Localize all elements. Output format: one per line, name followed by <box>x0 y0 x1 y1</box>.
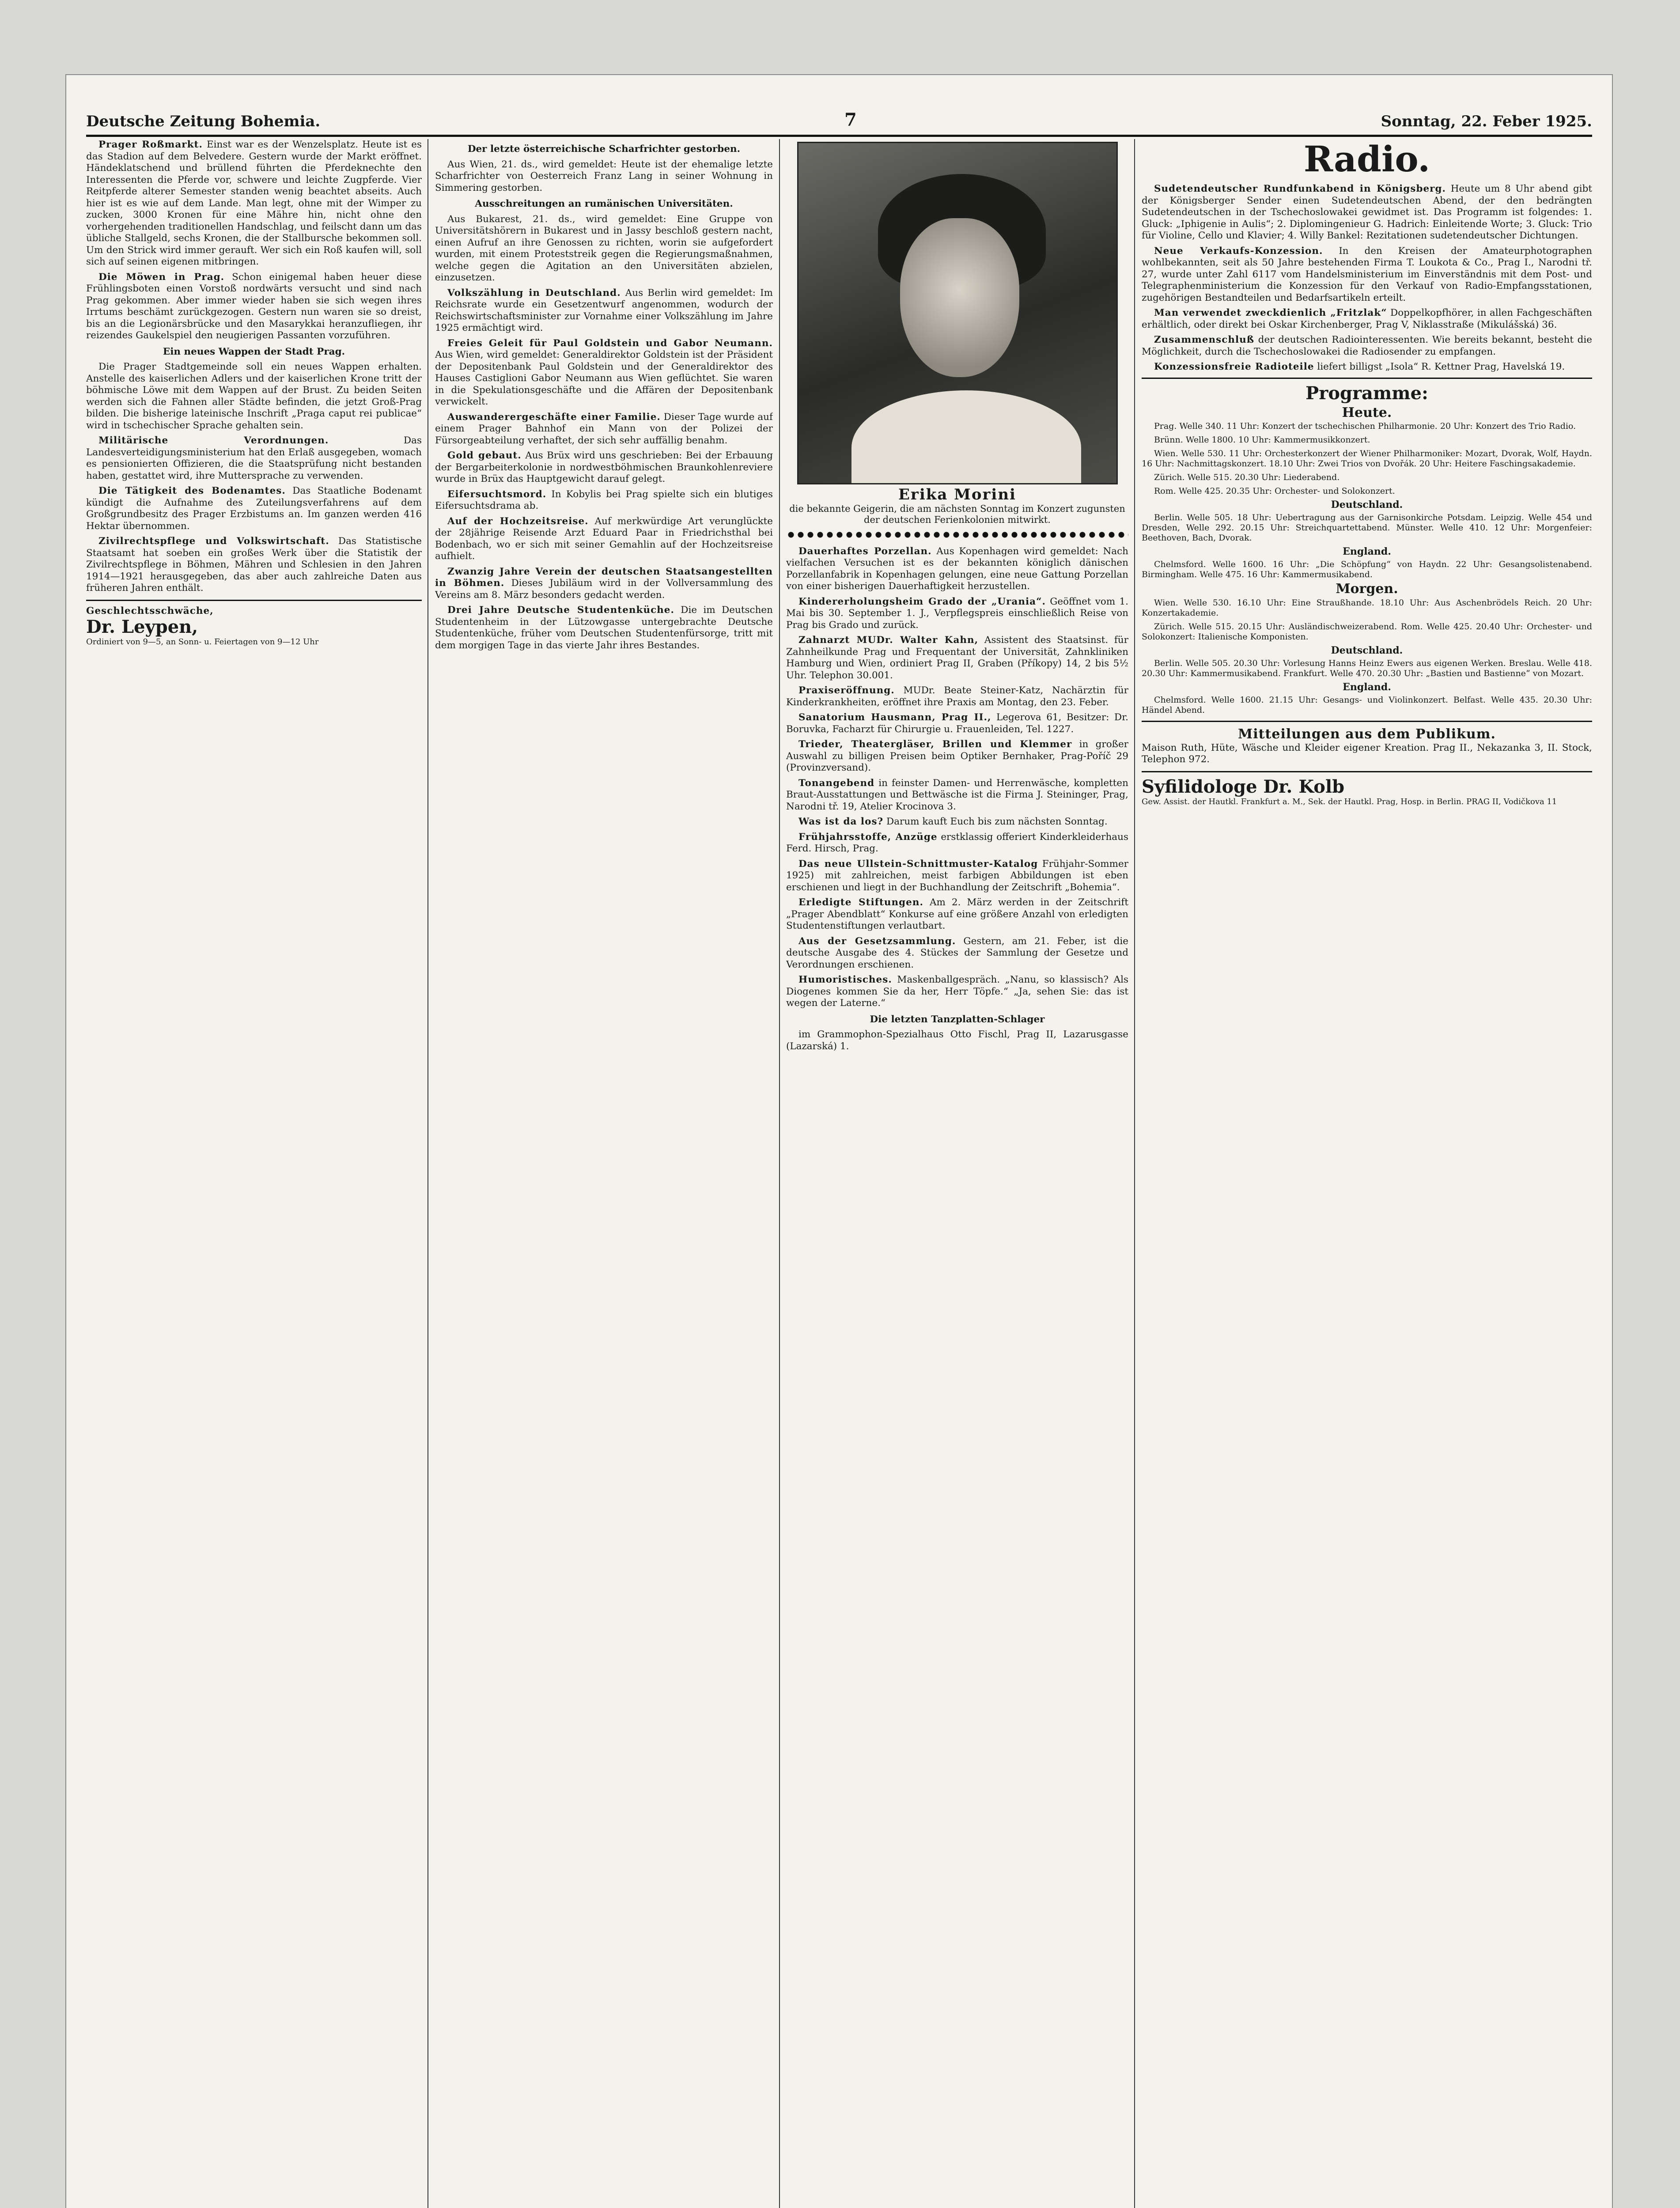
program-entry: Zürich. Welle 515. 20.30 Uhr: Liederabend. <box>1154 473 1340 482</box>
programs-tomorrow-heading: Morgen. <box>1336 581 1398 597</box>
program-entry: Zürich. Welle 515. 20.15 Uhr: Ausländischweizerabend. Rom. Welle 425. 20.40 Uhr: Orchester- und Solokonzert: Italienische Komponisten. <box>1142 621 1592 642</box>
programs-title: Programme: <box>1142 378 1592 405</box>
article-text: Aus Brüx wird uns geschrieben: Bei der Erbauung der Bergarbeiterkolonie in nordwestböhmischen Braunkohlenreviere wurde in Brüx das Hauptgewicht darauf gelegt. <box>435 450 773 484</box>
article-text: Darum kauft Euch bis zum nächsten Sonntag. <box>886 816 1108 827</box>
photo-caption-name: Erika Morini <box>898 486 1016 503</box>
article-text: liefert billigst „Isola“ R. Kettner Prag, Havelská 19. <box>1317 361 1565 372</box>
portrait-photo <box>797 142 1118 484</box>
article-text: Legerova 61, Besitzer: Dr. Boruvka, Facharzt für Chirurgie u. Frauenleiden, Tel. 1227. <box>786 712 1128 735</box>
article <box>786 712 1128 735</box>
article-heading: Zahnarzt MUDr. Walter Kahn, <box>798 635 979 646</box>
article-heading: Erledigte Stiftungen. <box>798 897 923 908</box>
article-heading: Eifersuchtsmord. <box>447 488 547 500</box>
article <box>435 450 773 485</box>
article <box>86 485 422 532</box>
newspaper-title: Deutsche Zeitung Bohemia. <box>86 113 321 130</box>
article-heading: Dauerhaftes Porzellan. <box>798 545 932 557</box>
article <box>786 858 1128 894</box>
article-text: In den Kreisen der Amateurphotographen wohlbekannten, seit als 50 Jahre bestehenden Firma T. Loukota & Co., Prag I., Narodni tř. 27, wurde unter Zahl 6117 vom Handelsministerium im Einverständnis mit dem Post- und Telegraphenministerium die Konzession für den Verkauf von Radio-Empfangsstationen, zugehörigen Bestandteilen und Bedarfsartikeln erteilt. <box>1142 245 1592 303</box>
article-text: Aus Kopenhagen wird gemeldet: Nach vielfachen Versuchen ist es der bekannten königlich dänischen Porzellanfabrik in Kopenhagen gelungen, eine neue Gattung Porzellan von einer bisherigen Dauerhaftigkeit herzustellen. <box>786 545 1128 592</box>
article-heading: Freies Geleit für Paul Goldstein und Gabor Neumann. <box>447 337 773 349</box>
article-text: Dieser Tage wurde auf einem Prager Bahnhof ein Mann von der Polizei der Fürsorgeabteilung verhaftet, der sich sehr auffällig benahm. <box>435 411 773 446</box>
column-4 <box>1142 139 1592 2208</box>
article-text: Aus Wien, 21. ds., wird gemeldet: Heute ist der ehemalige letzte Scharfrichter von Oesterreich Franz Lang in seiner Wohnung in Simmering gestorben. <box>435 159 773 193</box>
article-heading: Der letzte österreichische Scharfrichter gestorben. <box>467 144 741 155</box>
article <box>435 605 773 651</box>
article <box>1142 183 1592 242</box>
article <box>786 635 1128 681</box>
column-rule <box>779 139 780 2208</box>
ad-text: Ordiniert von 9—5, an Sonn- u. Feiertagen von 9—12 Uhr <box>86 637 319 647</box>
article-heading: Konzessionsfreie Radioteile <box>1154 361 1314 372</box>
article-heading: Aus der Gesetzsammlung. <box>798 935 956 947</box>
column-3 <box>786 139 1128 2208</box>
article-text: Aus Berlin wird gemeldet: Im Reichsrate wurde ein Gesetzentwurf angenommen, wodurch der Reichswirtschaftsminister zur Vornahme einer Volkszählung im Jahre 1925 ermächtigt wird. <box>435 287 773 333</box>
photo-collar-shape <box>851 390 1081 484</box>
radio-section-title: Radio. <box>1303 139 1430 180</box>
article <box>1142 361 1592 373</box>
article-text: Assistent des Staatsinst. für Zahnheilkunde Prag und Frequentant der Universität, Zahnkliniken Hamburg und Wien, ordiniert Prag II, Graben (Příkopy) 14, 2 bis 5½ Uhr. Telephon 30.001. <box>786 635 1128 681</box>
country-heading: Deutschland. <box>1331 499 1403 510</box>
article-heading: Prager Roßmarkt. <box>98 139 203 150</box>
article-heading: Zusammenschluß <box>1154 334 1255 345</box>
ad-name: Dr. Leypen, <box>86 616 198 637</box>
article-heading: Militärische Verordnungen. <box>98 435 329 446</box>
article-text: Schon einigemal haben heuer diese Frühlingsboten einen Vorstoß nordwärts versucht und sind nach Prag gekommen. Aber immer wieder haben sie sich wegen ihres Irrtums beschämt zurückgezogen. Gestern nun waren sie so dreist, bis an die Legionärsbrücke und den Masarykkai heranzufliegen, ihr reizendes Gaukelspiel den neugierigen Passanten vorzuführen. <box>86 271 422 341</box>
ad-heading: Mitteilungen aus dem Publikum. <box>1238 726 1496 742</box>
column-2 <box>435 139 773 2208</box>
article <box>435 338 773 408</box>
article <box>786 778 1128 813</box>
article <box>786 596 1128 631</box>
article <box>786 546 1128 593</box>
ad-text: Gew. Assist. der Hautkl. Frankfurt a. M., Sek. der Hautkl. Prag, Hosp. in Berlin. PRAG II, Vodičkova 11 <box>1142 797 1557 806</box>
program-entry: Rom. Welle 425. 20.35 Uhr: Orchester- und Solokonzert. <box>1154 486 1395 496</box>
article-heading: Zivilrechtspflege und Volkswirtschaft. <box>98 536 329 547</box>
country-heading: England. <box>1343 546 1391 557</box>
ad-text: Maison Ruth, Hüte, Wäsche und Kleider eigener Kreation. Prag II., Nekazanka 3, II. Stock, Telephon 972. <box>1142 742 1592 765</box>
ornament-divider <box>786 530 1128 540</box>
program-entry: Chelmsford. Welle 1600. 16 Uhr: „Die Schöpfung“ von Haydn. 22 Uhr: Gesangsolistenabend. Birmingham. Welle 475. 16 Uhr: Kammermusikabend. <box>1142 560 1592 579</box>
program-entry: Prag. Welle 340. 11 Uhr: Konzert der tschechischen Philharmonie. 20 Uhr: Konzert des Trio Radio. <box>1154 421 1576 431</box>
article-heading: Ein neues Wappen der Stadt Prag. <box>163 346 345 357</box>
country-heading: England. <box>1343 681 1391 693</box>
program-entry: Chelmsford. Welle 1600. 21.15 Uhr: Gesangs- und Violinkonzert. Belfast. Welle 435. 20.30 Uhr: Händel Abend. <box>1142 695 1592 715</box>
program-entry: Brünn. Welle 1800. 10 Uhr: Kammermusikkonzert. <box>1154 435 1370 445</box>
photo-face-shape <box>900 218 1019 377</box>
advertisement <box>1142 721 1592 766</box>
article-heading: Man verwendet zweckdienlich „Fritzlak“ <box>1154 307 1387 318</box>
article <box>786 816 1128 828</box>
article-heading: Das neue Ullstein-Schnittmuster-Katalog <box>798 858 1038 870</box>
program-entry: Wien. Welle 530. 11 Uhr: Orchesterkonzert der Wiener Philharmoniker: Mozart, Dvorak, Wolf, Haydn. 16 Uhr: Nachmittagskonzert. 18.10 Uhr: Zwei Trios von Dvořák. 20 Uhr: Heitere Faschingsakademie. <box>1142 449 1592 469</box>
programs-today-heading: Heute. <box>1342 405 1392 420</box>
article <box>786 739 1128 774</box>
article-heading: Tonangebend <box>798 777 875 789</box>
article-text: Frühjahr-Sommer 1925) mit zahlreichen, meist farbigen Abbildungen ist eben erschienen und liegt in der Buchhandlung der Zeitschrift „Bohemia“. <box>786 858 1128 893</box>
article-text: Geöffnet vom 1. Mai bis 30. September 1. J., Verpflegspreis einschließlich Reise von Prag bis Grado und zurück. <box>786 596 1128 631</box>
article-heading: Humoristisches. <box>798 974 892 985</box>
article <box>1142 307 1592 331</box>
country-heading: Deutschland. <box>1331 644 1403 656</box>
program-entry: Wien. Welle 530. 16.10 Uhr: Eine Straußhande. 18.10 Uhr: Aus Aschenbrödels Reich. 20 Uhr: Konzertakademie. <box>1142 597 1592 618</box>
article <box>435 516 773 563</box>
article <box>786 685 1128 708</box>
article <box>86 435 422 482</box>
article-text: Gestern, am 21. Feber, ist die deutsche Ausgabe des 4. Stückes der Sammlung der Gesetze und Verordnungen erschienen. <box>786 935 1128 970</box>
article-heading: Drei Jahre Deutsche Studentenküche. <box>447 605 674 616</box>
article <box>1142 246 1592 304</box>
article-text: Dieses Jubiläum wird in der Vollversammlung des Vereins am 8. März besonders gedacht werden. <box>435 578 773 601</box>
article-text: Doppelkopfhörer, in allen Fachgeschäften erhältlich, oder direkt bei Oskar Kirchenberger, Prag V, Niklasstraße (Mikulášská) 36. <box>1142 307 1592 330</box>
page-number: 7 <box>844 110 857 130</box>
newspaper-page <box>66 75 1612 2208</box>
article-text: der deutschen Radiointeressenten. Wie bereits bekannt, besteht die Möglichkeit, durch die Tschechoslowakei die Radiosender zu empfangen. <box>1142 334 1592 357</box>
article-text: Die im Deutschen Studentenheim in der Lützowgasse untergebrachte Deutsche Studentenküche, früher vom Deutschen Studentenfürsorge, tritt mit dem morgigen Tage in das vierte Jahr ihres Bestandes. <box>435 605 773 651</box>
article <box>786 897 1128 932</box>
article-heading: Sanatorium Hausmann, Prag II., <box>798 712 991 723</box>
article-heading: Auf der Hochzeitsreise. <box>447 515 589 527</box>
article-text: Aus Wien, wird gemeldet: Generaldirektor Goldstein ist der Präsident der Depositenbank Paul Goldstein und der Generaldirektor des Hauses Castiglioni Gabor Neumann aus Wien geflüchtet. Sie waren in die Spekulationsgeschäfte und die Affären der Depositenbank verwickelt. <box>435 349 773 407</box>
issue-date: Sonntag, 22. Feber 1925. <box>1381 113 1592 130</box>
article-text: Das Landesverteidigungsministerium hat den Erlaß ausgegeben, womach es pensionierten Offizieren, die die Staatsprüfung nicht bestanden haben, gestattet wird, ihre Muttersprache zu verwenden. <box>86 435 422 481</box>
article <box>786 936 1128 971</box>
article-text: erstklassig offeriert Kinderkleiderhaus Ferd. Hirsch, Prag. <box>786 831 1128 854</box>
article <box>86 536 422 594</box>
article-heading: Kindererholungsheim Grado der „Urania“. <box>798 596 1046 607</box>
article <box>1142 334 1592 358</box>
article <box>435 566 773 601</box>
article-text: Einst war es der Wenzelsplatz. Heute ist es das Stadion auf dem Belvedere. Gestern wurde der Markt eröffnet. Händeklatschend und brüllend führten die Pferdeknechte den Interessenten die Pferde vor, schwere und leichte Zugpferde. Vier Reitpferde alterer Semester standen wenig beachtet abseits. Auch hier ist es wie auf dem Lande. Man legt, ohne mit der Wimper zu zucken, 3000 Kronen für eine Mähre hin, nicht ohne den vorhergehenden traditionellen Handschlag, und feilscht dann um das übliche Stallgeld, sechs Kronen, die der Stallbursche bekommen soll. Um den Strick wird immer gerauft. Wer sich ein Roß kaufen will, soll sich auf seinen eigenen mitbringen. <box>86 139 422 267</box>
article-text: Maskenballgespräch. „Nanu, so klassisch? Als Diogenes kommen Sie da her, Herr Töpfe.“ „Ja, sehen Sie: das ist wegen der Laterne.“ <box>786 974 1128 1009</box>
article-heading: Zwanzig Jahre Verein der deutschen Staatsangestellten in Böhmen. <box>435 566 773 589</box>
article-heading: Was ist da los? <box>798 816 884 827</box>
article-heading: Praxiseröffnung. <box>798 685 895 696</box>
article-text: in großer Auswahl zu billigen Preisen beim Optiker Bernhaker, Prag-Poříč 29 (Provinzversand). <box>786 739 1128 773</box>
article-text: Aus Bukarest, 21. ds., wird gemeldet: Eine Gruppe von Universitätshörern in Bukarest und in Jassy beschloß gestern nacht, einen Aufruf an ihre Genossen zu richten, worin sie aufgefordert wurden, mit einem Proteststreik gegen die Regierungsmaßnahmen, welche gegen die Agitation an den Universitäten abzielen, einzusetzen. <box>435 213 773 283</box>
column-rule <box>1134 139 1135 2208</box>
article-text: MUDr. Beate Steiner-Katz, Nachärztin für Kinderkrankheiten, eröffnet ihre Praxis am Montag, den 23. Feber. <box>786 685 1128 708</box>
article-heading: Die Möwen in Prag. <box>98 271 225 283</box>
article <box>86 272 422 342</box>
article-heading: Frühjahrsstoffe, Anzüge <box>798 831 938 843</box>
article-heading: Die Tätigkeit des Bodenamtes. <box>98 485 286 496</box>
article-text: Die Prager Stadtgemeinde soll ein neues Wappen erhalten. Anstelle des kaiserlichen Adlers und der kaiserlichen Krone tritt der böhmische Löwe mit dem Wappen auf der Brust. Zu beiden Seiten werden sich die Fahnen aller Städte befinden, die jetzt Groß-Prag bilden. Die bisherige lateinische Inschrift „Praga caput rei publicae“ wird in tschechischer Sprache gehalten sein. <box>86 361 422 431</box>
program-entry: Berlin. Welle 505. 20.30 Uhr: Vorlesung Hanns Heinz Ewers aus eigenen Werken. Breslau. Welle 418. 20.30 Uhr: Kammermusikabend. Frankfurt. Welle 470. 20.30 Uhr: „Bastien und Bastienne“ von Mozart. <box>1142 658 1592 678</box>
article-text: Am 2. März werden in der Zeitschrift „Prager Abendblatt“ Konkurse auf eine größere Anzahl von erledigten Studentenstiftungen verlautbart. <box>786 897 1128 931</box>
article-text: Auf merkwürdige Art verunglückte der 28jährige Reisende Arzt Eduard Paar in Friedrichsthal bei Bodenbach, wo er sich mit seiner Gemahlin auf der Hochzeitsreise aufhielt. <box>435 515 773 562</box>
article-text: In Kobylis bei Prag spielte sich ein blutiges Eifersuchtsdrama ab. <box>435 488 773 511</box>
article-text: im Grammophon-Spezialhaus Otto Fischl, Prag II, Lazarusgasse (Lazarská) 1. <box>786 1029 1128 1052</box>
article <box>86 139 422 268</box>
article-text: Das Statistische Staatsamt hat soeben ein großes Werk über die Statistik der Zivilrechtspflege in Böhmen, Mähren und Schlesien in den Jahren 1914—1921 herausgegeben, das aber auch zahlreiche Daten aus früheren Jahren enthält. <box>86 536 422 594</box>
article-heading: Volkszählung in Deutschland. <box>447 287 621 299</box>
photo-caption-text: die bekannte Geigerin, die am nächsten Sonntag im Konzert zugunsten der deutschen Ferienkolonien mitwirkt. <box>789 503 1125 525</box>
article-heading: Neue Verkaufs-Konzession. <box>1154 245 1323 257</box>
article-heading: Ausschreitungen an rumänischen Universitäten. <box>475 198 733 209</box>
article-heading: Auswanderergeschäfte einer Familie. <box>447 411 661 423</box>
masthead <box>86 99 1592 137</box>
article <box>435 489 773 512</box>
ad-name: Syfilidologe Dr. Kolb <box>1142 776 1345 797</box>
article-heading: Sudetendeutscher Rundfunkabend in Königsberg. <box>1154 183 1446 194</box>
article-text: Heute um 8 Uhr abend gibt der Königsberger Sender einen Sudetendeutschen Abend, der den bedrängten Sudetendeutschen in der Tschechoslowakei gewidmet ist. Das Programm ist folgendes: 1. Gluck: „Iphigenie in Aulis“; 2. Diplomingenieur G. Hadrich: Einleitende Worte; 3. Gluck: Trio für Violine, Cello und Klavier; 4. Willy Bankel: Rezitationen sudetendeutscher Dichtungen. <box>1142 183 1592 241</box>
article <box>786 832 1128 855</box>
advertisement <box>86 600 422 647</box>
article <box>786 974 1128 1009</box>
article-text: in feinster Damen- und Herrenwäsche, kompletten Braut-Ausstattungen und Bettwäsche ist die Firma J. Steininger, Prag, Narodni tř. 19, Atelier Krocinova 3. <box>786 777 1128 812</box>
column-1 <box>86 139 422 2208</box>
program-entry: Berlin. Welle 505. 18 Uhr: Uebertragung aus der Garnisonkirche Potsdam. Leipzig. Welle 454 und Dresden, Welle 292. 20.15 Uhr: Streichquartettabend. Münster. Welle 410. 12 Uhr: Morgenfeier: Beethoven, Bach, Dvorak. <box>1142 513 1592 543</box>
article-heading: Die letzten Tanzplatten-Schlager <box>870 1013 1045 1025</box>
advertisement <box>1142 771 1592 807</box>
ad-heading: Geschlechtsschwäche, <box>86 605 214 616</box>
article-heading: Gold gebaut. <box>447 450 522 461</box>
article <box>435 412 773 447</box>
article-heading: Trieder, Theatergläser, Brillen und Klemmer <box>798 739 1072 750</box>
article-text: Das Staatliche Bodenamt kündigt die Aufnahme des Zuteilungsverfahrens auf dem Großgrundbesitz des Prager Erzbistums an. Im ganzen werden 416 Hektar übernommen. <box>86 485 422 532</box>
article <box>435 287 773 334</box>
